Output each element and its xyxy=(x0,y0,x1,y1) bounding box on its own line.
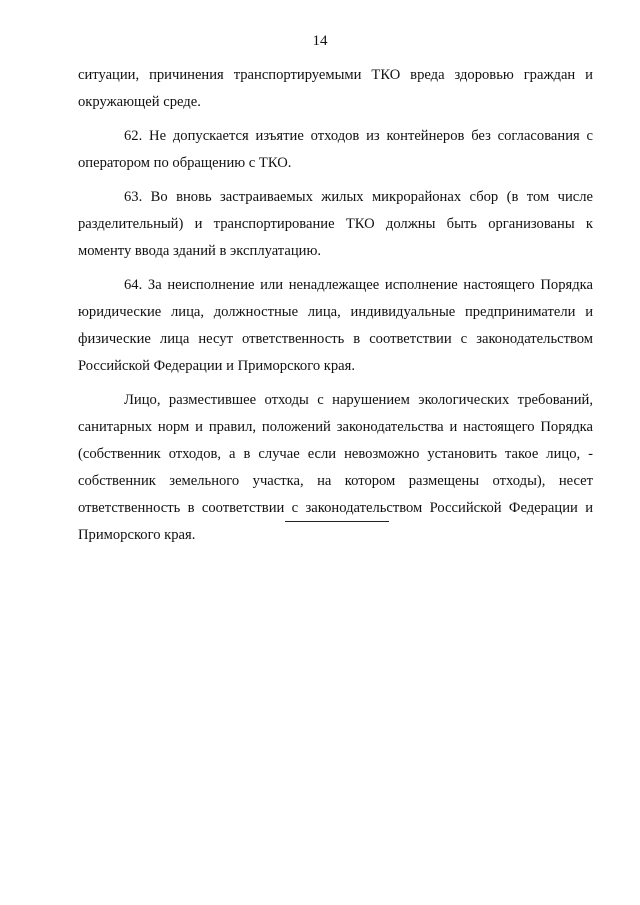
paragraph-64: 64. За неисполнение или ненадлежащее исполнение настоящего Порядка юридические лица, должностные лица, индивидуальные предприниматели и физические лица несут ответственность в соответствии с законодательством Российской Федерации и Приморского края. xyxy=(78,277,593,374)
document-body xyxy=(78,62,593,556)
end-of-document-rule xyxy=(285,521,389,522)
paragraph-63: 63. Во вновь застраиваемых жилых микрорайонах сбор (в том числе разделительный) и транспортирование ТКО должны быть организованы к моменту ввода зданий в эксплуатацию. xyxy=(78,189,593,259)
paragraph-continuation: ситуации, причинения транспортируемыми ТКО вреда здоровью граждан и окружающей среде. xyxy=(78,67,593,110)
page-number: 14 xyxy=(312,33,328,49)
paragraph-liability: Лицо, разместившее отходы с нарушением экологических требований, санитарных норм и правил, положений законодательства и настоящего Порядка (собственник отходов, а в случае если невозможно установить такое лицо, - собственник земельного участка, на котором размещены отходы), несет ответственность в соответствии с законодательством Российской Федерации и Приморского края. xyxy=(78,392,593,543)
paragraph-62: 62. Не допускается изъятие отходов из контейнеров без согласования с оператором по обращению с ТКО. xyxy=(78,128,593,171)
